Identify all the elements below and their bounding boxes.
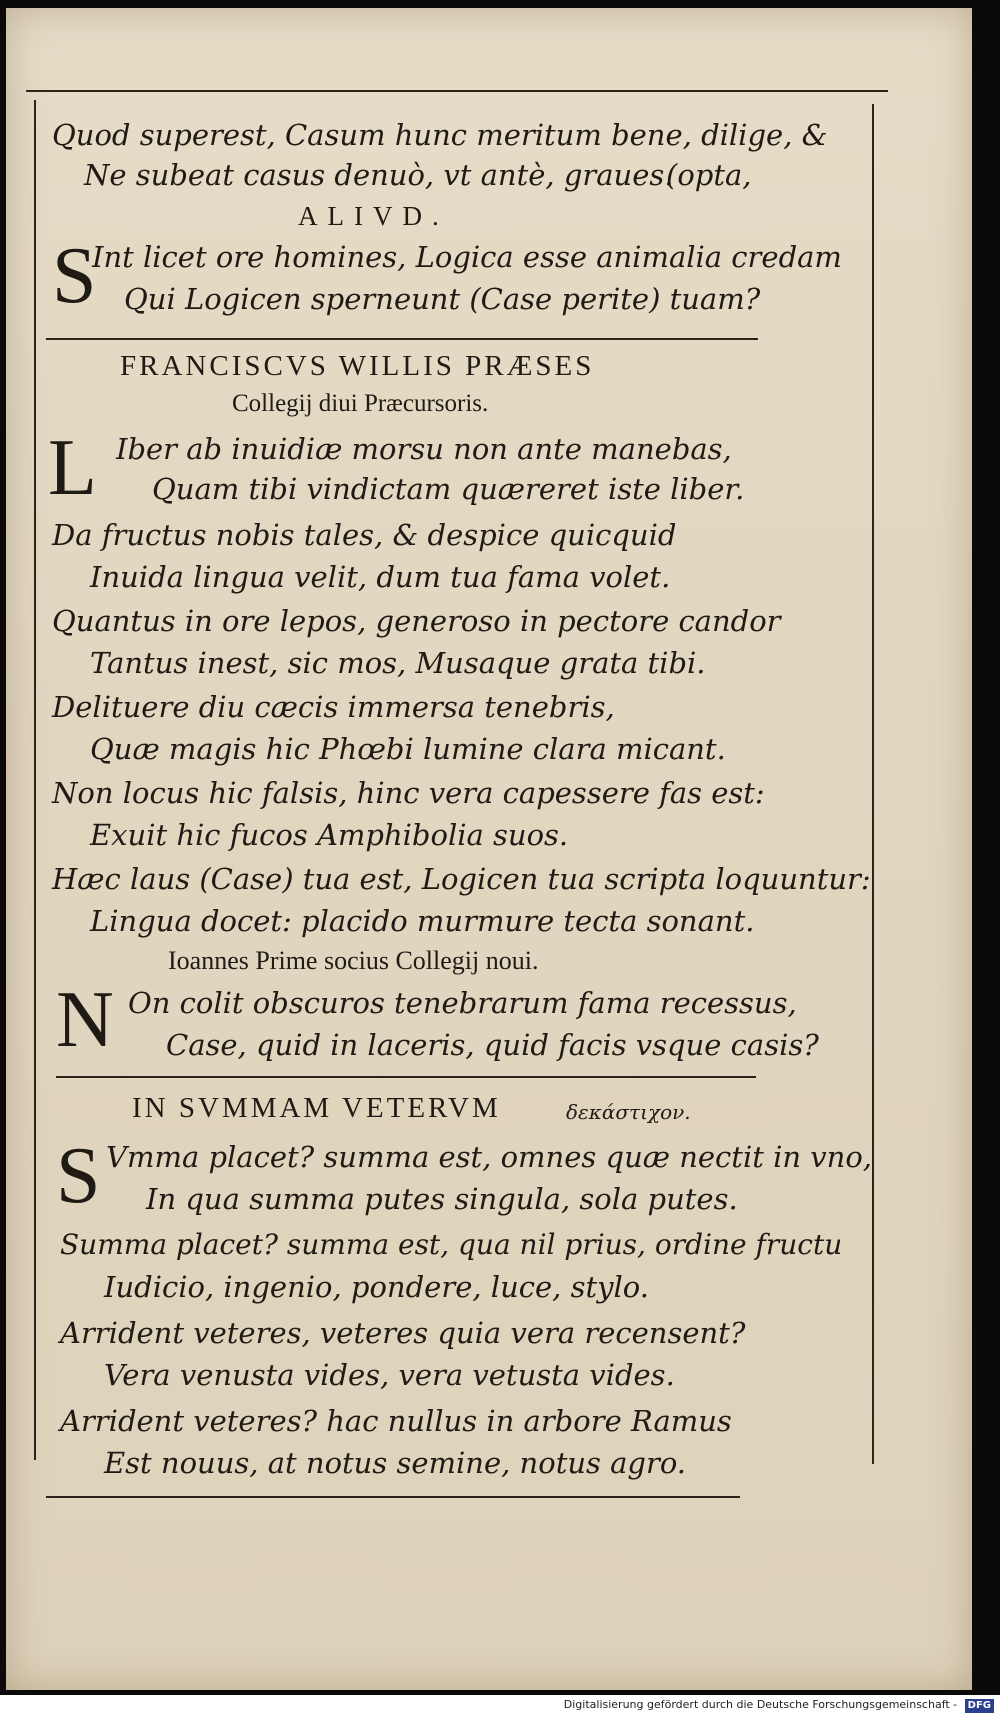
verse-line: Exuit hic fucos Amphibolia suos.: [90, 818, 569, 852]
verse-line: Tantus inest, sic mos, Musaque grata tibi.: [90, 646, 706, 680]
verse-line: Quam tibi vindictam quæreret iste liber.: [152, 472, 745, 506]
section-subheading: Collegij diui Præcursoris.: [232, 390, 489, 417]
greek-heading: δεκάστιχον.: [566, 1100, 691, 1124]
verse-line: Arrident veteres, veteres quia vera recensent?: [60, 1316, 746, 1350]
section-heading: ALIVD.: [298, 201, 449, 231]
drop-cap: S: [56, 1132, 101, 1220]
section-divider: [56, 1076, 756, 1078]
verse-line: Arrident veteres? hac nullus in arbore Ramus: [60, 1404, 732, 1438]
verse-line: Case, quid in laceris, quid facis vsque casis?: [166, 1028, 819, 1062]
section-divider: [46, 338, 758, 340]
bottom-rule: [46, 1496, 740, 1498]
verse-line: Iber ab inuidiæ morsu non ante manebas,: [116, 432, 732, 466]
verse-line: Int licet ore homines, Logica esse animalia credam: [92, 240, 842, 274]
footer-credit: Digitalisierung gefördert durch die Deutsche Forschungsgemeinschaft -: [563, 1698, 958, 1711]
verse-line: Quantus in ore lepos, generoso in pectore candor: [52, 604, 781, 638]
verse-line: Ne subeat casus denuò, vt antè, graues.: [84, 158, 674, 192]
verse-line: Iudicio, ingenio, pondere, luce, stylo.: [104, 1270, 649, 1304]
dfg-logo: DFG: [965, 1699, 994, 1713]
verse-line: On colit obscuros tenebrarum fama recessus,: [128, 986, 797, 1020]
verse-line: Lingua docet: placido murmure tecta sonant.: [90, 904, 755, 938]
verse-line: Inuida lingua velit, dum tua fama volet.: [90, 560, 671, 594]
verse-line: Non locus hic falsis, hinc vera capessere fas est:: [52, 776, 765, 810]
verse-line: Hæc laus (Case) tua est, Logicen tua scripta loquuntur:: [52, 862, 871, 896]
drop-cap: S: [52, 232, 97, 320]
book-page: [6, 8, 972, 1690]
author-line: Ioannes Prime socius Collegij noui.: [168, 946, 539, 975]
section-heading: FRANCISCVS WILLIS PRÆSES: [120, 350, 595, 382]
top-rule: [26, 90, 888, 92]
verse-line: Quod superest, Casum hunc meritum bene, dilige, &: [52, 118, 828, 152]
drop-cap: L: [48, 424, 97, 512]
verse-line: In qua summa putes singula, sola putes.: [146, 1182, 738, 1216]
verse-line: Quæ magis hic Phœbi lumine clara micant.: [90, 732, 726, 766]
verse-line-tail: (opta,: [666, 158, 752, 192]
verse-line: Da fructus nobis tales, & despice quicquid: [52, 518, 677, 552]
verse-line: Vera venusta vides, vera vetusta vides.: [104, 1358, 675, 1392]
verse-line: Vmma placet? summa est, omnes quæ nectit in vno,: [106, 1140, 873, 1174]
verse-line: Qui Logicen sperneunt (Case perite) tuam?: [124, 282, 761, 316]
drop-cap: N: [56, 976, 114, 1064]
digitization-footer: [0, 1695, 1000, 1715]
verse-line: Summa placet? summa est, qua nil prius, ordine fructu: [60, 1228, 843, 1261]
right-border-rule: [872, 104, 874, 1464]
verse-line: Delituere diu cæcis immersa tenebris,: [52, 690, 615, 724]
section-heading: IN SVMMAM VETERVM: [132, 1092, 501, 1124]
left-border-rule: [34, 100, 36, 1460]
verse-line: Est nouus, at notus semine, notus agro.: [104, 1446, 687, 1480]
